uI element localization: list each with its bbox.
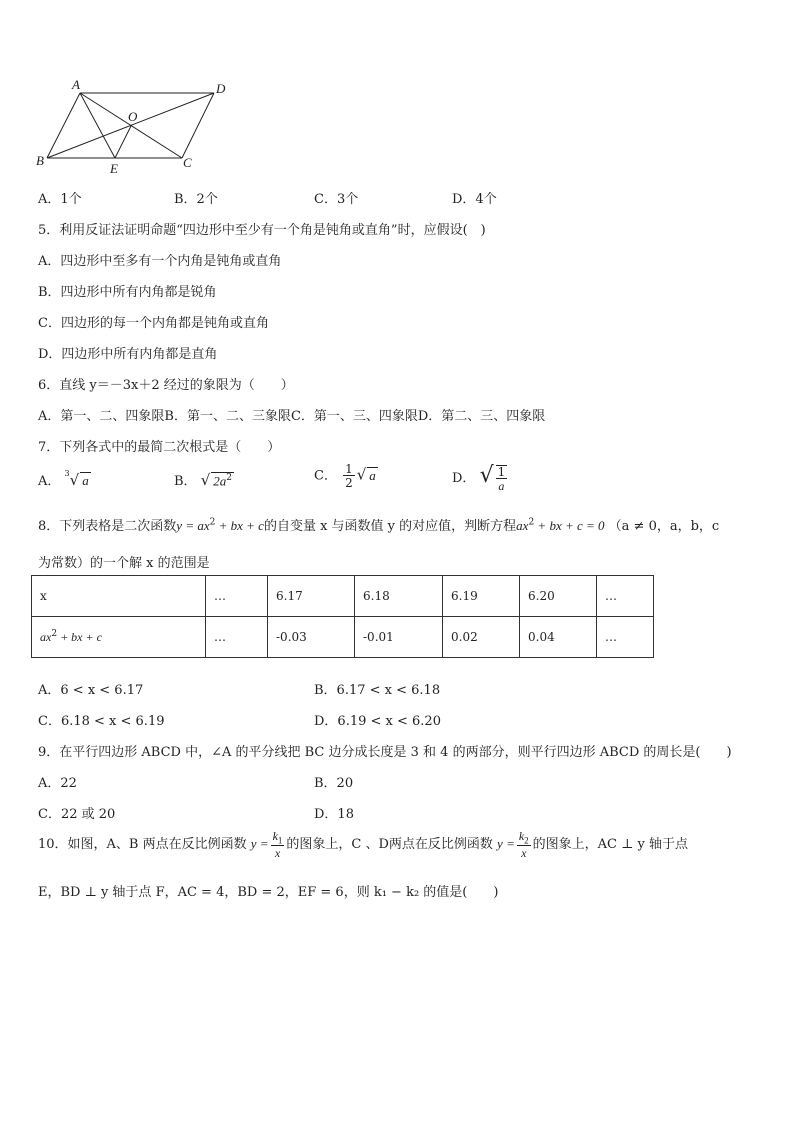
table-cell: 6.18	[355, 576, 443, 617]
table-cell: 6.19	[443, 576, 520, 617]
q4-option-d: D．4个	[452, 192, 497, 207]
table-cell: x	[32, 576, 206, 617]
q9-stem: 9．在平行四边形 ABCD 中，∠A 的平分线把 BC 边分成长度是 3 和 4 的两部分，则平行四边形 ABCD 的周长是( )	[38, 745, 732, 760]
label-e: E	[110, 161, 118, 176]
table-cell: -0.01	[355, 617, 443, 658]
label-o: O	[128, 109, 138, 124]
table-cell: …	[206, 576, 268, 617]
table-cell: …	[597, 617, 654, 658]
q7-option-c: C． $\frac{1}{2}$ √ a	[314, 462, 376, 490]
q8-option-a: A．6 < x < 6.17	[38, 683, 144, 698]
table-cell: …	[597, 576, 654, 617]
q7-stem: 7．下列各式中的最简二次根式是（ ）	[38, 440, 281, 455]
q5-stem: 5．利用反证法证明命题“四边形中至少有一个角是钝角或直角”时，应假设( )	[38, 223, 486, 238]
q5-option-d: D．四边形中所有内角都是直角	[38, 347, 218, 362]
q5-option-c: C．四边形的每一个内角都是钝角或直角	[38, 316, 269, 331]
q9-option-c: C．22 或 20	[38, 807, 116, 822]
q6-options: A．第一、二、四象限B．第一、二、三象限C．第一、三、四象限D．第二、三、四象限	[38, 409, 546, 424]
table-cell: -0.03	[268, 617, 355, 658]
table-cell: …	[206, 617, 268, 658]
table-cell: 6.17	[268, 576, 355, 617]
label-c: C	[183, 155, 192, 170]
label-d: D	[216, 81, 226, 96]
q8-option-c: C．6.18 < x < 6.19	[38, 714, 165, 729]
q9-option-b: B．20	[314, 776, 354, 791]
q10-stem-line1: 10．如图，A、B 两点在反比例函数 y = $\frac{k_1}{x}$ 的图象上，C 、D两点在反比例函数 y = $\frac{k_2}{x}$ 的图象上，AC ⊥ y 轴于点	[38, 829, 688, 861]
q8-value-table	[31, 575, 654, 658]
q5-option-a: A．四边形中至多有一个内角是钝角或直角	[38, 254, 282, 269]
label-a: A	[72, 77, 80, 92]
q8-stem-line1: 8．下列表格是二次函数$y = ax^2$ + bx + c的自变量 x 与函数值 y 的对应值，判断方程$ax^2$ + bx + c = 0 （a ≠ 0，a，b，c	[38, 517, 720, 534]
q9-option-d: D．18	[314, 807, 354, 822]
q8-option-d: D．6.19 < x < 6.20	[314, 714, 441, 729]
q7-option-b: B． √ $2a^2$	[174, 471, 232, 489]
table-cell: 0.02	[443, 617, 520, 658]
label-b: B	[36, 153, 44, 168]
table-row	[32, 576, 654, 617]
table-cell: $ax^2$ + bx + c	[32, 617, 206, 658]
q4-option-b: B．2个	[174, 192, 218, 207]
table-cell: 0.04	[520, 617, 597, 658]
q4-option-c: C．3个	[314, 192, 359, 207]
parallelogram-figure	[30, 75, 240, 180]
q8-stem-line2: 为常数）的一个解 x 的范围是	[38, 556, 210, 571]
q9-option-a: A．22	[38, 776, 77, 791]
q8-option-b: B．6.17 < x < 6.18	[314, 683, 441, 698]
q7-option-d: D． √ $\frac{1}{a}$	[452, 463, 506, 493]
table-cell: 6.20	[520, 576, 597, 617]
q5-option-b: B．四边形中所有内角都是锐角	[38, 285, 217, 300]
table-row	[32, 617, 654, 658]
q10-stem-line2: E，BD ⊥ y 轴于点 F，AC = 4，BD = 2，EF = 6，则 k₁ − k₂ 的值是( )	[38, 885, 499, 900]
q7-option-a: A． $^3$√ a	[38, 468, 89, 489]
q6-stem: 6．直线 y＝－3x＋2 经过的象限为（ ）	[38, 378, 294, 393]
q4-option-a: A．1个	[38, 192, 82, 207]
